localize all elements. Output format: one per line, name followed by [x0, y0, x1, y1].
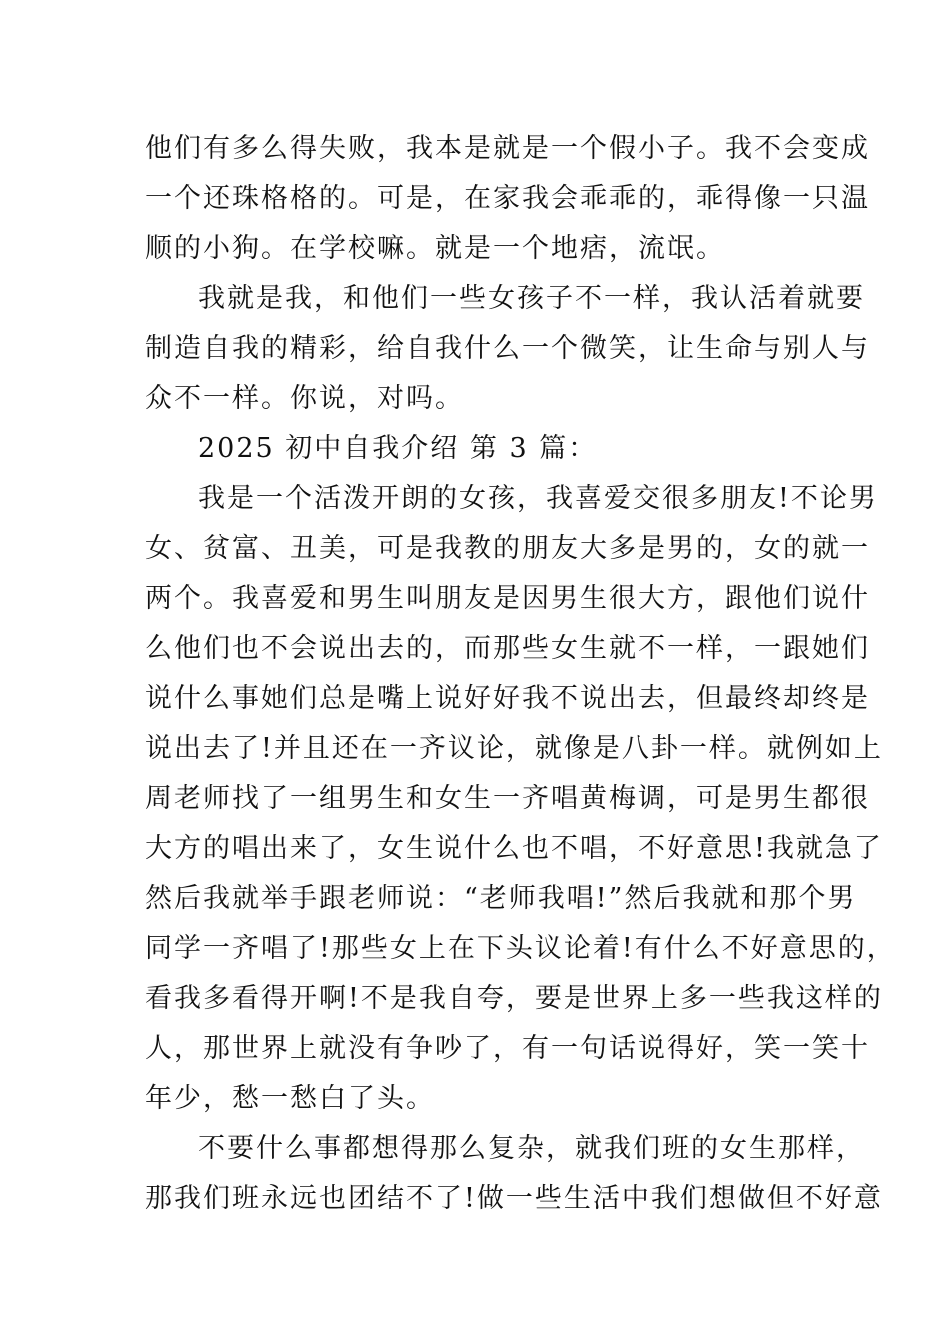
text-line: 制造自我的精彩，给自我什么一个微笑，让生命与别人与 — [145, 333, 870, 364]
text-line: 那我们班永远也团结不了!做一些生活中我们想做但不好意 — [145, 1183, 883, 1214]
text-line: 然后我就举手跟老师说：“老师我唱!”然后我就和那个男 — [145, 883, 857, 914]
text-line: 他们有多么得失败，我本是就是一个假小子。我不会变成 — [145, 133, 870, 164]
paragraph-first-line: 我是一个活泼开朗的女孩，我喜爱交很多朋友!不论男 — [198, 483, 878, 514]
text-line: 看我多看得开啊!不是我自夸，要是世界上多一些我这样的 — [145, 983, 883, 1014]
text-line: 一个还珠格格的。可是，在家我会乖乖的，乖得像一只温 — [145, 183, 870, 214]
text-line: 周老师找了一组男生和女生一齐唱黄梅调，可是男生都很 — [145, 783, 870, 814]
text-line: 说出去了!并且还在一齐议论，就像是八卦一样。就例如上 — [145, 733, 883, 764]
text-line: 年少，愁一愁白了头。 — [145, 1083, 435, 1114]
paragraph-first-line: 我就是我，和他们一些女孩子不一样，我认活着就要 — [198, 283, 865, 314]
text-line: 人，那世界上就没有争吵了，有一句话说得好，笑一笑十 — [145, 1033, 870, 1064]
text-line: 两个。我喜爱和男生叫朋友是因男生很大方，跟他们说什 — [145, 583, 870, 614]
text-line: 众不一样。你说，对吗。 — [145, 383, 464, 414]
section-heading: 2025 初中自我介绍 第 3 篇： — [198, 433, 598, 464]
text-line: 女、贫富、丑美，可是我教的朋友大多是男的，女的就一 — [145, 533, 870, 564]
text-line: 说什么事她们总是嘴上说好好我不说出去，但最终却终是 — [145, 683, 870, 714]
text-line: 顺的小狗。在学校嘛。就是一个地痞，流氓。 — [145, 233, 725, 264]
text-line: 么他们也不会说出去的，而那些女生就不一样，一跟她们 — [145, 633, 870, 664]
paragraph-first-line: 不要什么事都想得那么复杂，就我们班的女生那样， — [198, 1133, 865, 1164]
text-line: 同学一齐唱了!那些女上在下头议论着!有什么不好意思的， — [145, 933, 896, 964]
text-line: 大方的唱出来了，女生说什么也不唱，不好意思!我就急了 — [145, 833, 883, 864]
